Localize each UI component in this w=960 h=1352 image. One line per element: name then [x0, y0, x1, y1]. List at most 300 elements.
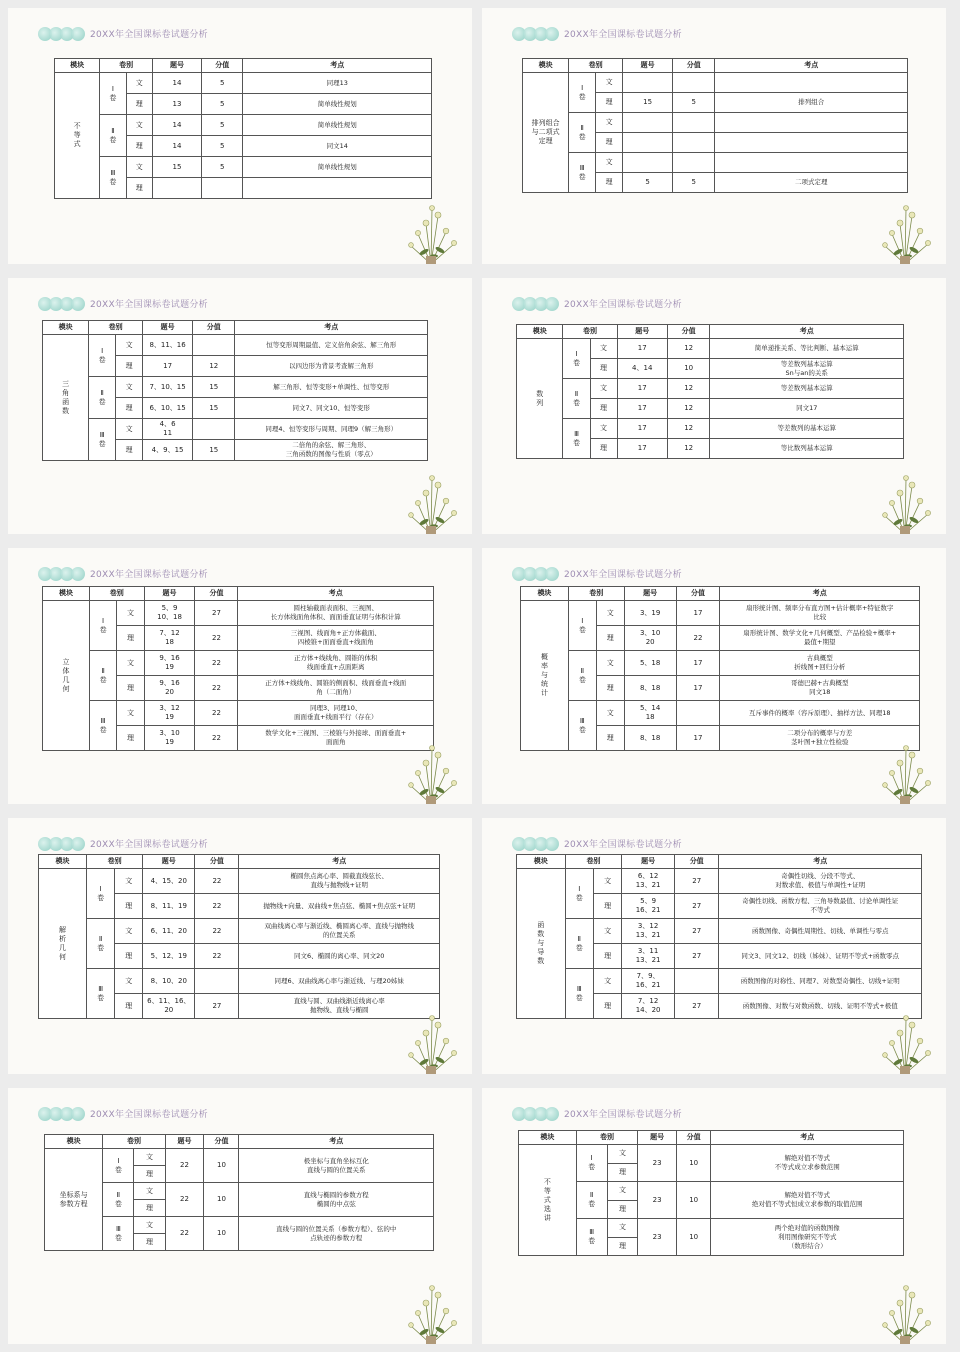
score-cell: [195, 969, 239, 994]
question-number-cell: 4、14: [617, 359, 667, 379]
slide-header: [512, 832, 682, 854]
subject-cell: 理: [126, 136, 152, 157]
table-row: [55, 73, 432, 94]
table-row: [517, 969, 922, 994]
subject-cell: 文: [607, 1145, 638, 1164]
column-header: 卷别: [565, 855, 622, 869]
question-number-cell: 7、10、15: [143, 377, 193, 398]
subject-cell: 文: [593, 919, 621, 944]
column-header: 考点: [720, 587, 920, 601]
subject-cell: 文: [596, 651, 624, 676]
leaf-logo-icon: [512, 1104, 558, 1122]
column-header: 分值: [201, 59, 242, 73]
question-number-cell: 17: [617, 419, 667, 439]
question-number-cell: 4、15、20: [143, 869, 195, 894]
score-cell: 22: [195, 894, 239, 919]
question-number-cell: 5、12、19: [143, 944, 195, 969]
key-point-cell: 正方体+线线角、圆锥的体积 线面垂直+点面距离: [238, 651, 434, 676]
question-number-cell: 17: [617, 339, 667, 359]
slide-header: [38, 292, 208, 314]
header-row: [519, 1131, 904, 1145]
question-number-cell: 17: [143, 356, 193, 377]
paper-cell: Ⅲ 卷: [100, 157, 126, 199]
subject-cell: 理: [607, 1237, 638, 1256]
slide-header: [512, 562, 682, 584]
slide-title: 20XX年全国课标卷试题分析: [564, 1109, 682, 1120]
key-point-cell: 正方体+线线角、圆锥的侧面积、线面垂直+线面 角（二面角）: [238, 676, 434, 701]
column-header: 分值: [195, 855, 239, 869]
key-point-cell: 同理3、同理10、 面面垂直+线面平行（存在）: [238, 701, 434, 726]
subject-cell: 理: [126, 94, 152, 115]
score-cell: [193, 335, 235, 356]
column-header: 卷别: [100, 59, 153, 73]
subject-cell: 理: [593, 894, 621, 919]
question-number-cell: 17: [617, 439, 667, 459]
score-cell: 27: [674, 894, 719, 919]
subject-cell: 文: [115, 969, 143, 994]
question-number-cell: 14: [152, 136, 201, 157]
column-header: 题号: [165, 1135, 204, 1149]
question-number-cell: [152, 178, 201, 199]
score-cell: 22: [195, 726, 238, 751]
key-point-cell: 同理6、双曲线离心率与渐近线、与理20姊妹: [239, 969, 440, 994]
score-cell: 27: [195, 601, 238, 626]
slide-header: [512, 292, 682, 314]
score-cell: 22: [195, 676, 238, 701]
table-row: [517, 379, 904, 399]
subject-cell: 文: [134, 1183, 165, 1200]
question-number-cell: 3、19: [624, 601, 676, 626]
score-cell: 17: [676, 601, 720, 626]
subject-cell: 文: [590, 419, 617, 439]
column-header: 卷别: [568, 587, 624, 601]
paper-cell: Ⅲ 卷: [569, 153, 596, 193]
score-cell: [673, 113, 715, 133]
paper-cell: Ⅲ 卷: [89, 701, 116, 751]
subject-cell: 理: [593, 994, 621, 1019]
paper-cell: Ⅲ 卷: [103, 1217, 134, 1251]
plant-decoration-icon: [870, 464, 940, 534]
header-row: [55, 59, 432, 73]
leaf-logo-icon: [512, 834, 558, 852]
subject-cell: 理: [607, 1200, 638, 1219]
column-header: 考点: [719, 855, 922, 869]
score-cell: 5: [201, 115, 242, 136]
subject-cell: 理: [596, 726, 624, 751]
key-point-cell: 扇形统计图、频率分布直方图+估计概率+特征数字 比较: [720, 601, 920, 626]
paper-cell: Ⅱ 卷: [565, 919, 593, 969]
subject-cell: 文: [134, 1149, 165, 1166]
score-cell: 12: [667, 419, 710, 439]
subject-cell: 理: [115, 944, 143, 969]
paper-cell: Ⅲ 卷: [568, 701, 596, 751]
paper-cell: Ⅰ 卷: [89, 601, 116, 651]
score-cell: 12: [667, 399, 710, 419]
question-number-cell: 22: [165, 1149, 204, 1183]
key-point-cell: 函数图像、奇偶性周期性、切线、单调性与零点: [719, 919, 922, 944]
column-header: 模块: [43, 587, 90, 601]
table-row: [517, 419, 904, 439]
key-point-cell: 奇偶性切线、函数方程、三角导数最值、讨论单调性证 不等式: [719, 894, 922, 919]
subject-cell: 理: [596, 173, 623, 193]
question-number-cell: 23: [638, 1219, 677, 1256]
subject-cell: 文: [607, 1182, 638, 1201]
question-number-cell: 3、10 19: [144, 726, 195, 751]
table-row: [523, 73, 908, 93]
slide-title: 20XX年全国课标卷试题分析: [564, 299, 682, 310]
subject-cell: 文: [596, 113, 623, 133]
module-cell: 排列组合 与二项式 定理: [523, 73, 569, 193]
column-header: 模块: [521, 587, 569, 601]
score-cell: 27: [195, 994, 239, 1019]
plant-decoration-icon: [870, 1274, 940, 1344]
key-point-cell: 简单线性规划: [243, 157, 432, 178]
slide-4: [482, 278, 946, 534]
plant-decoration-icon: [396, 194, 466, 264]
score-cell: 10: [204, 1217, 239, 1251]
key-point-cell: 二项式定理: [715, 173, 908, 193]
column-header: 题号: [144, 587, 195, 601]
subject-cell: 文: [596, 73, 623, 93]
slide-title: 20XX年全国课标卷试题分析: [90, 839, 208, 850]
paper-cell: Ⅱ 卷: [569, 113, 596, 153]
subject-cell: 文: [115, 919, 143, 944]
key-point-cell: 同理4、恒等变形与周期、同理9（解三角形）: [235, 419, 428, 440]
score-cell: 15: [193, 398, 235, 419]
column-header: 模块: [39, 855, 87, 869]
subject-cell: 理: [116, 356, 143, 377]
score-cell: 12: [193, 356, 235, 377]
column-header: 模块: [55, 59, 100, 73]
analysis-table: [44, 1134, 434, 1251]
score-cell: 12: [667, 339, 710, 359]
table-row: [43, 419, 428, 440]
key-point-cell: [715, 153, 908, 173]
score-cell: 5: [201, 94, 242, 115]
module-cell: 解 析 几 何: [39, 869, 87, 1019]
header-row: [517, 325, 904, 339]
subject-cell: 文: [593, 869, 621, 894]
score-cell: 22: [195, 869, 239, 894]
subject-cell: 理: [134, 1200, 165, 1217]
question-number-cell: 3、11 13、21: [622, 944, 675, 969]
question-number-cell: 7、9、 16、21: [622, 969, 675, 994]
score-cell: 27: [674, 994, 719, 1019]
column-header: 考点: [239, 1135, 434, 1149]
key-point-cell: 等差数列基本运算 Sn与an的关系: [710, 359, 904, 379]
subject-cell: 文: [116, 377, 143, 398]
score-cell: 10: [676, 1219, 711, 1256]
module-cell: 函 数 与 导 数: [517, 869, 566, 1019]
key-point-cell: 等差数列基本运算: [710, 379, 904, 399]
slide-header: [38, 562, 208, 584]
paper-cell: Ⅱ 卷: [103, 1183, 134, 1217]
question-number-cell: 5、9 16、21: [622, 894, 675, 919]
score-cell: 5: [201, 157, 242, 178]
score-cell: 10: [667, 359, 710, 379]
plant-decoration-icon: [870, 734, 940, 804]
column-header: 考点: [238, 587, 434, 601]
column-header: 分值: [195, 587, 238, 601]
table-row: [55, 115, 432, 136]
plant-decoration-icon: [870, 1004, 940, 1074]
subject-cell: 理: [596, 133, 623, 153]
score-cell: 5: [201, 73, 242, 94]
column-header: 考点: [711, 1131, 904, 1145]
column-header: 分值: [204, 1135, 239, 1149]
table-row: [43, 651, 434, 676]
score-cell: 15: [193, 377, 235, 398]
key-point-cell: 数学文化+三视图、三棱锥与外接球、面面垂直+ 面面角: [238, 726, 434, 751]
question-number-cell: 6、10、15: [143, 398, 193, 419]
question-number-cell: 9、16 19: [144, 651, 195, 676]
key-point-cell: 互斥事件的概率（容斥原理）、抽样方法、同理18: [720, 701, 920, 726]
score-cell: [673, 73, 715, 93]
paper-cell: Ⅱ 卷: [568, 651, 596, 701]
table-row: [45, 1217, 434, 1234]
subject-cell: 理: [116, 440, 143, 461]
analysis-table: [38, 854, 440, 1019]
subject-cell: 理: [590, 439, 617, 459]
module-cell: 坐标系与 参数方程: [45, 1149, 103, 1251]
header-row: [43, 587, 434, 601]
slide-title: 20XX年全国课标卷试题分析: [564, 29, 682, 40]
score-cell: 22: [195, 626, 238, 651]
question-number-cell: [623, 113, 673, 133]
column-header: 卷别: [569, 59, 623, 73]
question-number-cell: 17: [617, 379, 667, 399]
key-point-cell: 同文14: [243, 136, 432, 157]
column-header: 考点: [235, 321, 428, 335]
table-row: [45, 1149, 434, 1166]
paper-cell: Ⅱ 卷: [87, 919, 115, 969]
key-point-cell: 二倍角的余弦、解三角形、 三角函数的图像与性质（零点）: [235, 440, 428, 461]
score-cell: 22: [676, 626, 720, 651]
paper-cell: Ⅰ 卷: [569, 73, 596, 113]
slide-title: 20XX年全国课标卷试题分析: [90, 29, 208, 40]
question-number-cell: 17: [617, 399, 667, 419]
table-row: [43, 377, 428, 398]
question-number-cell: 8、18: [624, 726, 676, 751]
slide-title: 20XX年全国课标卷试题分析: [564, 839, 682, 850]
score-cell: [673, 153, 715, 173]
question-number-cell: 13: [152, 94, 201, 115]
module-cell: 不 等 式: [55, 73, 100, 199]
question-number-cell: [623, 133, 673, 153]
key-point-cell: 圆柱轴截面表面积、三视图、 长方体线面角体积、面面垂直证明与体积计算: [238, 601, 434, 626]
score-cell: 5: [201, 136, 242, 157]
key-point-cell: 排列组合: [715, 93, 908, 113]
subject-cell: 文: [590, 379, 617, 399]
column-header: 考点: [239, 855, 440, 869]
question-number-cell: 15: [623, 93, 673, 113]
question-number-cell: 4、6 11: [143, 419, 193, 440]
question-number-cell: [623, 153, 673, 173]
column-header: 卷别: [89, 321, 143, 335]
score-cell: 22: [195, 701, 238, 726]
key-point-cell: [715, 73, 908, 93]
score-cell: 17: [676, 726, 720, 751]
column-header: 题号: [143, 321, 193, 335]
key-point-cell: 解绝对值不等式 绝对值不等式恒成立求参数的取值范围: [711, 1182, 904, 1219]
analysis-table: [520, 586, 920, 751]
key-point-cell: 同文7、同文10、恒等变形: [235, 398, 428, 419]
question-number-cell: 9、16 20: [144, 676, 195, 701]
score-cell: 12: [667, 379, 710, 399]
subject-cell: 文: [116, 419, 143, 440]
column-header: 卷别: [563, 325, 617, 339]
slide-title: 20XX年全国课标卷试题分析: [90, 569, 208, 580]
column-header: 卷别: [87, 855, 143, 869]
leaf-logo-icon: [512, 294, 558, 312]
module-cell: 数 列: [517, 339, 563, 459]
column-header: 分值: [193, 321, 235, 335]
key-point-cell: 扇形统计图、数学文化+几何概型、产品检验+概率+ 最值+期望: [720, 626, 920, 651]
question-number-cell: 6、12 13、21: [622, 869, 675, 894]
table-row: [55, 157, 432, 178]
score-cell: 15: [193, 440, 235, 461]
subject-cell: 理: [596, 676, 624, 701]
score-cell: 22: [195, 651, 238, 676]
subject-cell: 文: [117, 651, 144, 676]
column-header: 模块: [523, 59, 569, 73]
key-point-cell: 双曲线离心率与渐近线、椭圆离心率、直线与抛物线 的位置关系: [239, 919, 440, 944]
paper-cell: Ⅱ 卷: [576, 1182, 607, 1219]
question-number-cell: 22: [165, 1183, 204, 1217]
column-header: 模块: [519, 1131, 577, 1145]
score-cell: 27: [674, 944, 719, 969]
key-point-cell: 恒等变形周期最值、定义倍角余弦、解三角形: [235, 335, 428, 356]
key-point-cell: 同文17: [710, 399, 904, 419]
key-point-cell: [715, 113, 908, 133]
key-point-cell: 简单递推关系、等比判断、基本运算: [710, 339, 904, 359]
table-row: [523, 113, 908, 133]
question-number-cell: 4、9、15: [143, 440, 193, 461]
plant-decoration-icon: [396, 1004, 466, 1074]
analysis-table: [518, 1130, 904, 1256]
paper-cell: Ⅲ 卷: [563, 419, 590, 459]
slide-6: [482, 548, 946, 804]
column-header: 分值: [676, 587, 720, 601]
key-point-cell: 解三角形、恒等变形+单调性、恒等变形: [235, 377, 428, 398]
subject-cell: 理: [117, 626, 144, 651]
question-number-cell: 8、18: [624, 676, 676, 701]
subject-cell: 文: [126, 115, 152, 136]
subject-cell: 理: [116, 398, 143, 419]
paper-cell: Ⅰ 卷: [576, 1145, 607, 1182]
question-number-cell: [623, 73, 673, 93]
score-cell: 27: [674, 869, 719, 894]
subject-cell: 理: [607, 1163, 638, 1182]
slide-8: [482, 818, 946, 1074]
slide-2: [482, 8, 946, 264]
subject-cell: 文: [596, 701, 624, 726]
header-row: [523, 59, 908, 73]
column-header: 考点: [243, 59, 432, 73]
slide-header: [38, 1102, 208, 1124]
column-header: 模块: [517, 855, 566, 869]
column-header: 分值: [676, 1131, 711, 1145]
leaf-logo-icon: [512, 24, 558, 42]
leaf-logo-icon: [38, 24, 84, 42]
score-cell: 10: [204, 1149, 239, 1183]
key-point-cell: [715, 133, 908, 153]
table-row: [43, 701, 434, 726]
subject-cell: 文: [126, 73, 152, 94]
score-cell: 22: [195, 944, 239, 969]
table-row: [43, 335, 428, 356]
plant-decoration-icon: [396, 734, 466, 804]
leaf-logo-icon: [38, 834, 84, 852]
score-cell: 27: [674, 919, 719, 944]
question-number-cell: 14: [152, 115, 201, 136]
column-header: 题号: [624, 587, 676, 601]
key-point-cell: 直线与椭圆的参数方程 椭圆的中点弦: [239, 1183, 434, 1217]
subject-cell: 文: [116, 335, 143, 356]
column-header: 题号: [152, 59, 201, 73]
paper-cell: Ⅱ 卷: [563, 379, 590, 419]
key-point-cell: 同文6、椭圆的离心率、同文20: [239, 944, 440, 969]
score-cell: 10: [204, 1183, 239, 1217]
slide-title: 20XX年全国课标卷试题分析: [90, 1109, 208, 1120]
key-point-cell: 等比数列基本运算: [710, 439, 904, 459]
score-cell: [674, 969, 719, 994]
slide-1: [8, 8, 472, 264]
score-cell: 5: [673, 173, 715, 193]
question-number-cell: 23: [638, 1182, 677, 1219]
slide-title: 20XX年全国课标卷试题分析: [564, 569, 682, 580]
score-cell: 22: [195, 919, 239, 944]
header-row: [43, 321, 428, 335]
subject-cell: 文: [115, 869, 143, 894]
slide-header: [38, 22, 208, 44]
subject-cell: 理: [596, 626, 624, 651]
subject-cell: 理: [134, 1234, 165, 1251]
score-cell: 17: [676, 676, 720, 701]
paper-cell: Ⅲ 卷: [565, 969, 593, 1019]
score-cell: 12: [667, 439, 710, 459]
slide-3: [8, 278, 472, 534]
leaf-logo-icon: [38, 564, 84, 582]
key-point-cell: 同理13: [243, 73, 432, 94]
question-number-cell: 8、10、20: [143, 969, 195, 994]
table-row: [521, 651, 920, 676]
module-cell: 三 角 函 数: [43, 335, 89, 461]
paper-cell: Ⅲ 卷: [87, 969, 115, 1019]
key-point-cell: 抛物线+向量、双曲线+焦点弦、椭圆+焦点弦+证明: [239, 894, 440, 919]
slide-header: [512, 1102, 682, 1124]
column-header: 考点: [715, 59, 908, 73]
column-header: 分值: [667, 325, 710, 339]
slide-title: 20XX年全国课标卷试题分析: [90, 299, 208, 310]
score-cell: 5: [673, 93, 715, 113]
subject-cell: 文: [607, 1219, 638, 1238]
key-point-cell: 同文3、同文12、切线（姊妹）、证明不等式+函数零点: [719, 944, 922, 969]
subject-cell: 理: [590, 359, 617, 379]
slide-header: [512, 22, 682, 44]
header-row: [39, 855, 440, 869]
analysis-table: [516, 854, 922, 1019]
score-cell: [201, 178, 242, 199]
question-number-cell: 6、11、20: [143, 919, 195, 944]
paper-cell: Ⅰ 卷: [103, 1149, 134, 1183]
table-row: [517, 919, 922, 944]
question-number-cell: 5、18: [624, 651, 676, 676]
analysis-table: [42, 586, 434, 751]
header-row: [521, 587, 920, 601]
table-row: [519, 1219, 904, 1238]
table-row: [521, 601, 920, 626]
